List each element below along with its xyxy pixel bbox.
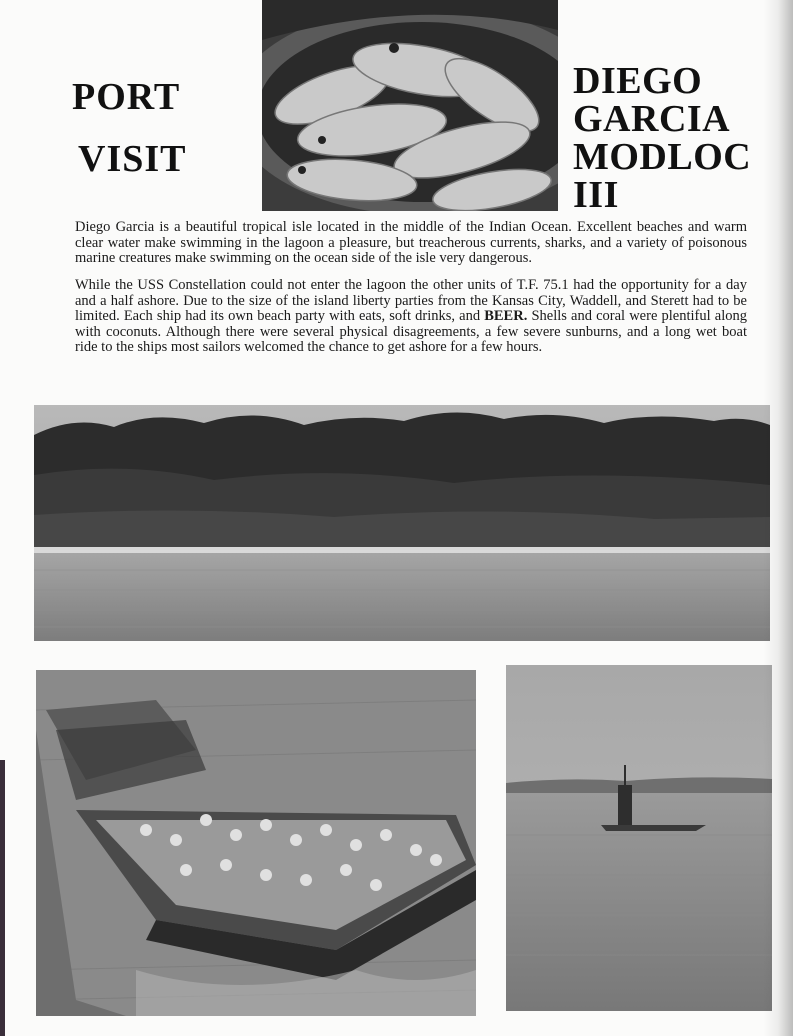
island-shoreline-photo bbox=[34, 405, 770, 641]
liberty-paragraph bbox=[75, 278, 747, 356]
liberty-boat-photo bbox=[36, 670, 476, 1016]
beer-emphasis: BEER. bbox=[484, 308, 528, 324]
page-binding-strip bbox=[0, 760, 5, 1036]
heading-line-diego: DIEGO bbox=[573, 60, 703, 102]
heading-port: PORT bbox=[72, 76, 181, 118]
fish-bowl-photo bbox=[262, 0, 558, 211]
heading-diego-garcia-modloc bbox=[573, 62, 751, 214]
heading-line-modloc: MODLOC bbox=[573, 136, 752, 178]
liberty-text-end: Shells and coral were plentiful along with coconuts. Although there were several physical disagreements, a few severe sunburns, and a long wet boat ride to the ships most sailors welcomed the chance to get ashore for a few hours. bbox=[75, 308, 747, 355]
liberty-text-start: While the USS Constellation could not enter the lagoon the other units of T.F. 75.1 had the opportunity for a day and a half ashore. Due to the size of the island liberty parties from the Kansas City, Waddell, and Sterett had to be limited. Each ship had its own beach party with eats, soft drinks, and bbox=[75, 277, 747, 324]
page-edge-shadow bbox=[763, 0, 793, 1036]
submarine-photo bbox=[506, 665, 772, 1011]
heading-line-iii: III bbox=[573, 174, 619, 216]
heading-visit: VISIT bbox=[78, 138, 187, 180]
heading-line-garcia: GARCIA bbox=[573, 98, 731, 140]
intro-paragraph: Diego Garcia is a beautiful tropical isle located in the middle of the Indian Ocean. Excellent beaches and warm clear water make swimming in the lagoon a pleasure, but treacherous currents, sharks, and a variety of poisonous marine creatures make swimming on the ocean side of the isle very dangerous. bbox=[75, 219, 747, 266]
